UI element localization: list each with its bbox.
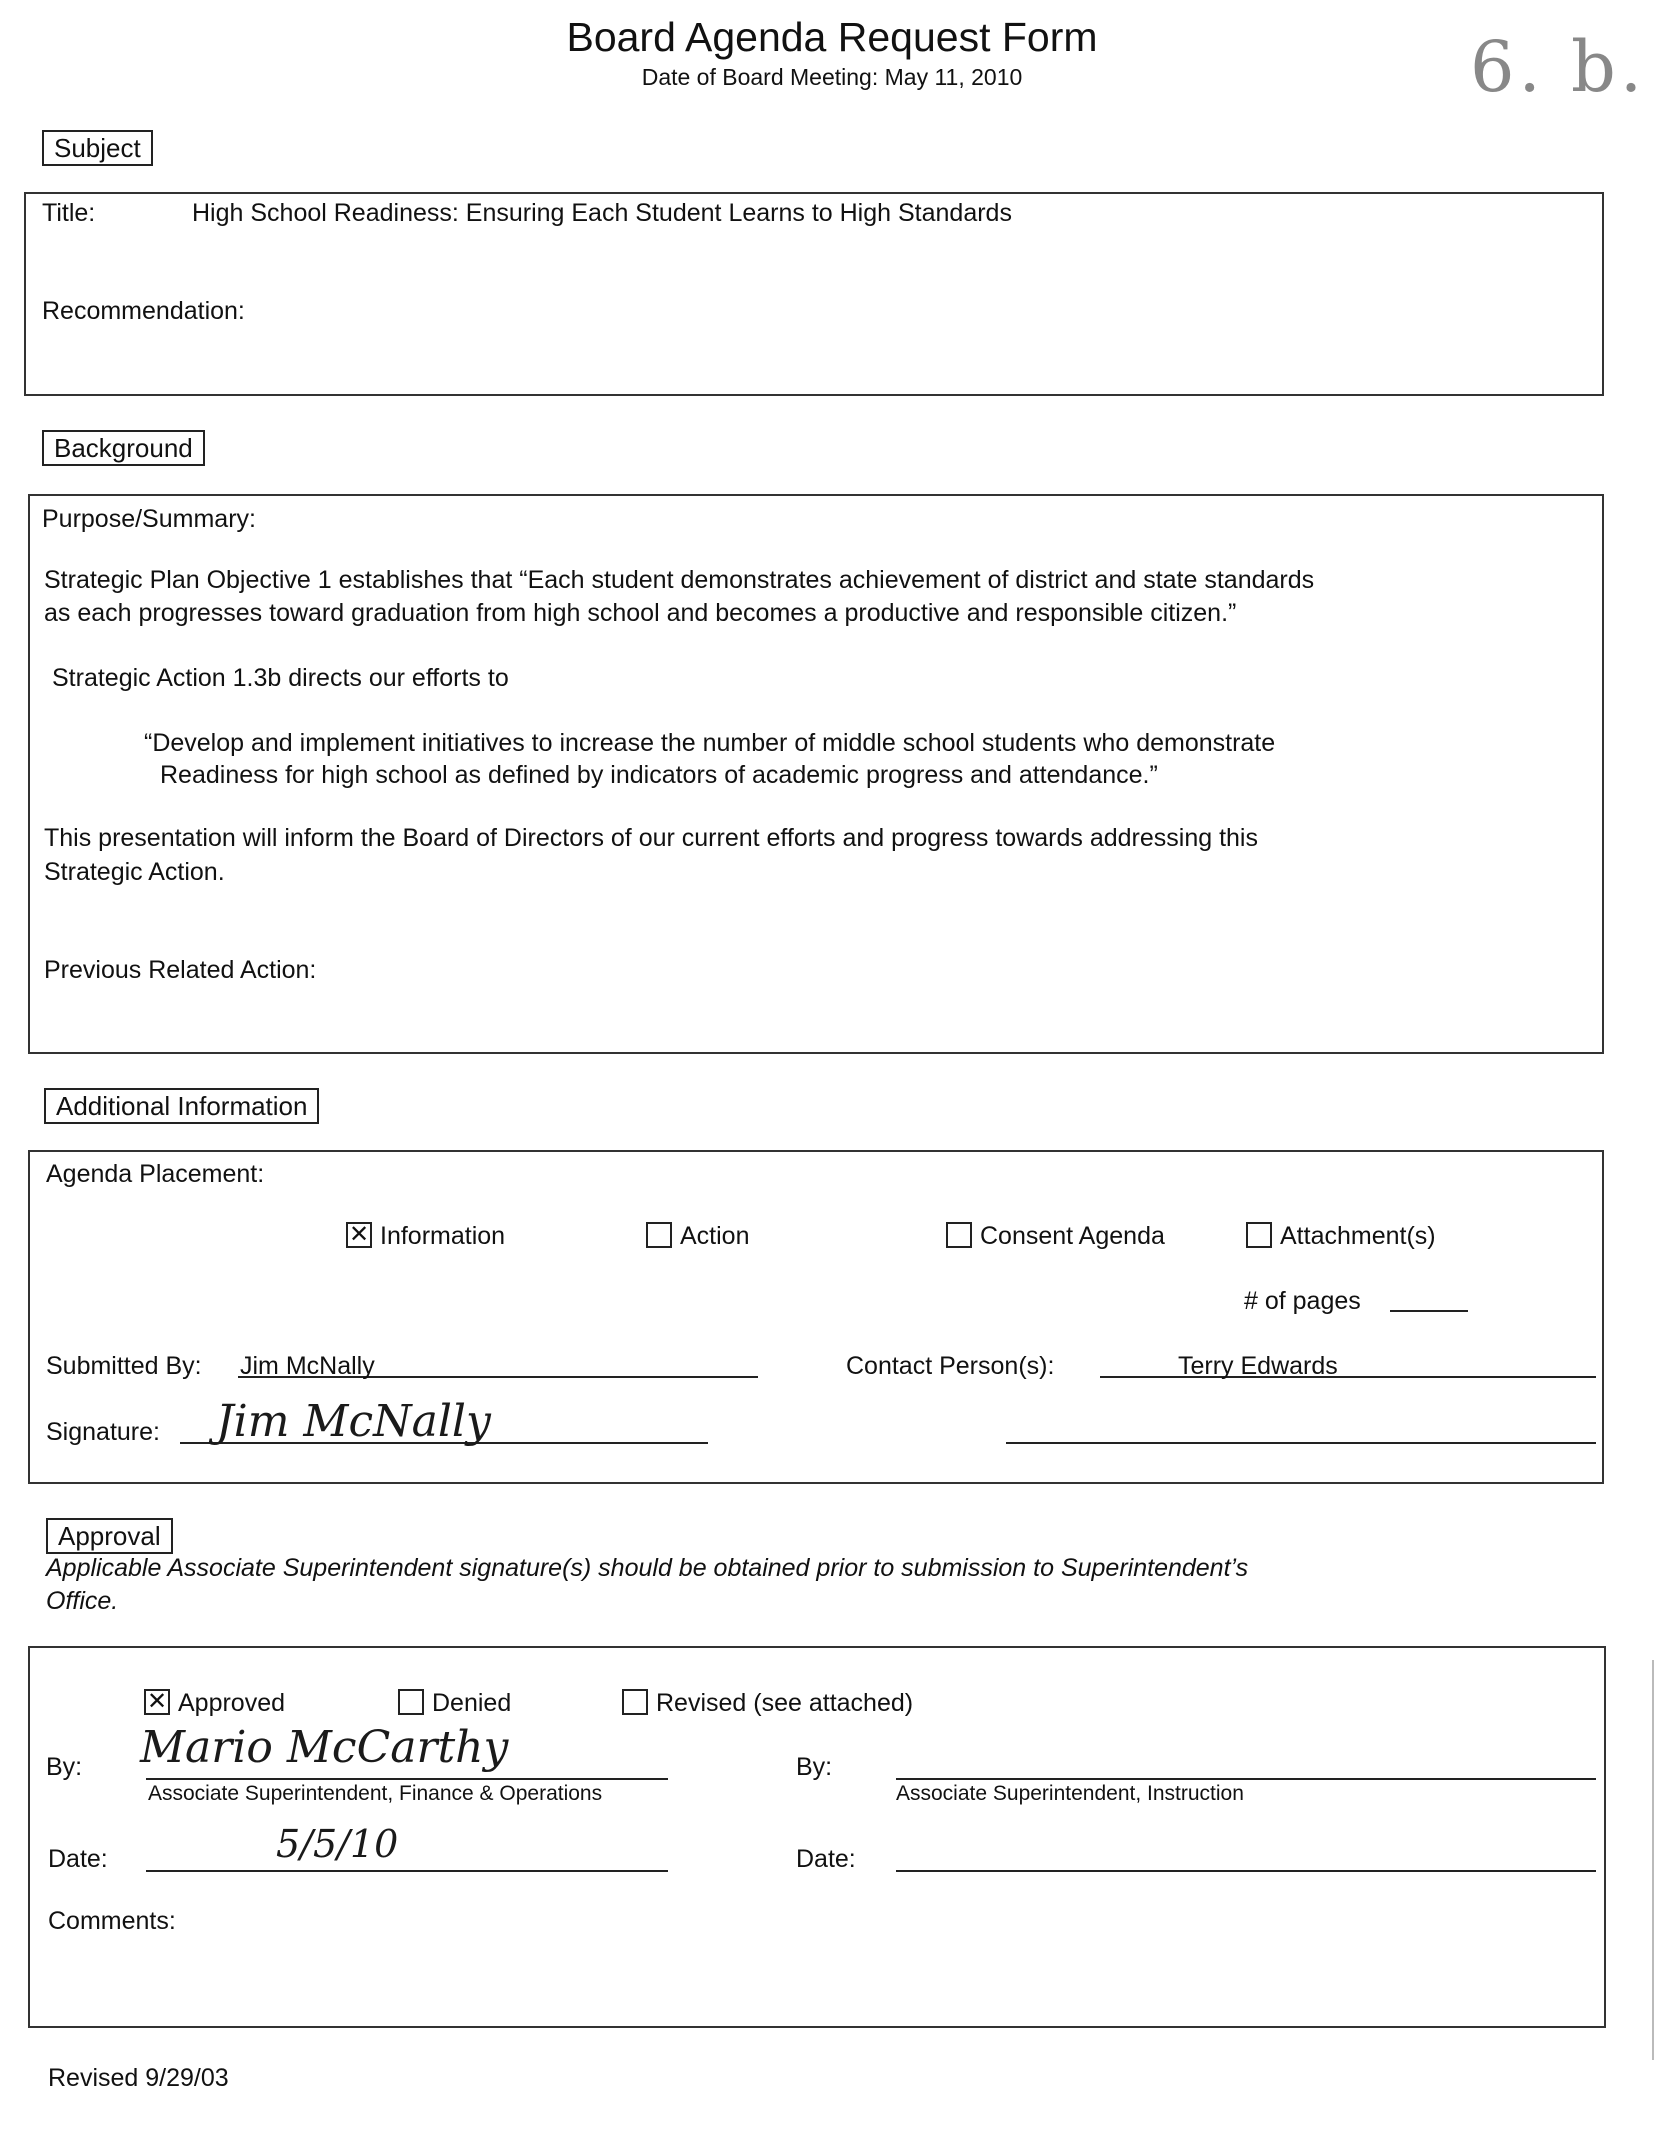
contact-person-line	[1100, 1376, 1596, 1378]
approval-date-handwritten: 5/5/10	[276, 1822, 399, 1866]
consent-agenda-label: Consent Agenda	[980, 1222, 1165, 1250]
consent-agenda-checkbox[interactable]	[946, 1222, 972, 1248]
title-label: Title:	[42, 199, 96, 227]
attachments-label: Attachment(s)	[1280, 1222, 1436, 1250]
background-tag: Background	[42, 430, 205, 466]
date-line-right	[896, 1870, 1596, 1872]
information-label: Information	[380, 1222, 506, 1250]
title-value: High School Readiness: Ensuring Each Student Learns to High Standards	[192, 199, 1012, 227]
additional-info-tag: Additional Information	[44, 1088, 319, 1124]
approval-tag: Approval	[46, 1518, 173, 1554]
by-caption-right: Associate Superintendent, Instruction	[896, 1782, 1244, 1805]
previous-action-label: Previous Related Action:	[44, 956, 317, 984]
date-line-left	[146, 1870, 668, 1872]
option-denied[interactable]	[398, 1686, 511, 1720]
purpose-label: Purpose/Summary:	[42, 505, 256, 533]
submitted-by-label: Submitted By:	[46, 1352, 202, 1380]
attachments-checkbox[interactable]	[1246, 1222, 1272, 1248]
pages-field[interactable]	[1390, 1310, 1468, 1312]
revised-checkbox[interactable]	[622, 1689, 648, 1715]
revised-label: Revised (see attached)	[656, 1689, 914, 1717]
option-revised[interactable]	[622, 1686, 913, 1720]
scan-edge-line	[1652, 1660, 1654, 2060]
option-consent-agenda[interactable]	[946, 1219, 1165, 1253]
agenda-placement-label: Agenda Placement:	[46, 1160, 265, 1188]
contact-person-value: Terry Edwards	[1178, 1352, 1338, 1380]
second-signature-line	[1006, 1442, 1596, 1444]
date-label-right: Date:	[796, 1845, 856, 1873]
quote-line2: Readiness for high school as defined by indicators of academic progress and attendance.”	[160, 761, 1158, 789]
option-action[interactable]	[646, 1219, 749, 1253]
subject-tag: Subject	[42, 130, 153, 166]
date-label-left: Date:	[48, 1845, 108, 1873]
recommendation-label: Recommendation:	[42, 297, 245, 325]
purpose-para1-line2: as each progresses toward graduation from high school and becomes a productive and responsible citizen.”	[44, 599, 1237, 627]
denied-label: Denied	[432, 1689, 512, 1717]
information-checkbox[interactable]	[346, 1222, 372, 1248]
signature-label: Signature:	[46, 1418, 160, 1446]
contact-person-label: Contact Person(s):	[846, 1352, 1055, 1380]
pages-label: # of pages	[1244, 1287, 1361, 1315]
by-label-right: By:	[796, 1753, 833, 1781]
revision-footer: Revised 9/29/03	[48, 2064, 229, 2092]
meeting-date-line	[0, 64, 1664, 91]
purpose-para3-line2: Strategic Action.	[44, 858, 225, 886]
option-information[interactable]	[346, 1219, 505, 1253]
by-caption-left: Associate Superintendent, Finance & Operations	[148, 1782, 603, 1805]
purpose-para1-line1: Strategic Plan Objective 1 establishes that “Each student demonstrates achievement of district and state standards	[44, 566, 1315, 594]
approved-checkbox[interactable]	[144, 1689, 170, 1715]
form-title: Board Agenda Request Form	[566, 14, 1098, 60]
option-attachments[interactable]	[1246, 1219, 1436, 1253]
comments-label: Comments:	[48, 1907, 176, 1935]
approval-note-line1: Applicable Associate Superintendent signature(s) should be obtained prior to submission to Superintendent’s	[46, 1554, 1249, 1582]
by-label-left: By:	[46, 1753, 83, 1781]
submitted-by-value: Jim McNally	[240, 1352, 375, 1380]
denied-checkbox[interactable]	[398, 1689, 424, 1715]
submitter-signature: Jim McNally	[216, 1396, 491, 1447]
approval-note-line2: Office.	[46, 1587, 119, 1615]
finance-superintendent-signature: Mario McCarthy	[140, 1722, 509, 1773]
meeting-date-label: Date of Board Meeting:	[641, 64, 879, 90]
handwritten-item-number: 6. b.	[1470, 26, 1647, 108]
option-approved[interactable]	[144, 1686, 285, 1720]
action-label: Action	[680, 1222, 750, 1250]
by-line-right	[896, 1778, 1596, 1780]
purpose-para3-line1: This presentation will inform the Board of Directors of our current efforts and progress towards addressing this	[44, 824, 1258, 852]
meeting-date-value: May 11, 2010	[884, 64, 1023, 90]
quote-line1: “Develop and implement initiatives to increase the number of middle school students who demonstrate	[144, 729, 1276, 757]
action-checkbox[interactable]	[646, 1222, 672, 1248]
by-line-left	[146, 1778, 668, 1780]
approved-label: Approved	[178, 1689, 286, 1717]
purpose-para2: Strategic Action 1.3b directs our efforts to	[52, 664, 509, 692]
